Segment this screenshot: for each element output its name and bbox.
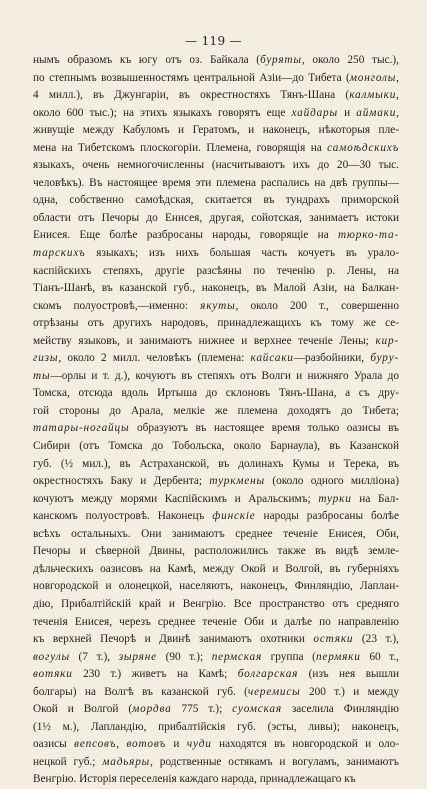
italic-term: тюрко-та- (338, 229, 399, 242)
text-line (33, 245, 399, 263)
text-run: мена на Тибетскомъ плоскогоріи. Племена, говорящія на (33, 141, 328, 154)
text-line (33, 561, 399, 579)
italic-term: пермская (211, 650, 263, 663)
italic-term: остяки (313, 633, 354, 646)
text-run: гой стороны до Арала, мелкіе же племена доходятъ до Тибета; (33, 404, 399, 417)
text-line (33, 420, 399, 438)
text-line (33, 614, 399, 632)
italic-term: вогулы (33, 650, 70, 663)
italic-term: туркмены (209, 475, 265, 488)
italic-term: вотяки (33, 668, 73, 681)
italic-term: татары-ногайцы (33, 422, 130, 435)
italic-term: тарскихъ (33, 247, 86, 260)
text-run: и (337, 106, 357, 119)
italic-term: финскіе (212, 510, 256, 523)
text-run: человѣкъ). Въ настоящее время эти племена распались на двѣ группы— (33, 176, 399, 189)
text-line (33, 631, 399, 649)
text-line (33, 473, 399, 491)
text-run: , около 250 тыс.), (301, 54, 399, 66)
text-run: (около одного милліона) (264, 475, 399, 488)
italic-term: болгарская (237, 668, 299, 681)
text-run: Томска, отсюда вдоль Иртыша до склоновъ Тянъ-Шана, а съ дру- (33, 387, 399, 400)
text-line (33, 754, 399, 772)
text-run: къ верхней Печорѣ и Двинѣ занимаютъ охотники (33, 633, 314, 646)
text-run: болгары) на Волгѣ въ казанской губ. ( (33, 685, 248, 698)
text-run: каспійскихъ степяхъ, другіе разсѣяны по теченію р. Лены, на (33, 264, 399, 277)
text-line (33, 684, 399, 702)
italic-term: черемисы (247, 685, 301, 698)
text-line (33, 649, 399, 667)
italic-term: буру- (370, 352, 399, 365)
italic-term: калмыки (349, 89, 397, 102)
text-line (33, 298, 399, 316)
text-run: , (116, 738, 127, 751)
text-run: —орлы и т. д.), кочуютъ въ степяхъ отъ Волги и нижняго Урала до (50, 369, 399, 382)
text-run: области отъ Печоры до Енисея, другая, сойотская, занимаетъ истоки (33, 211, 399, 224)
text-run: 60 т., (360, 650, 399, 663)
italic-term: мадьяры (102, 755, 151, 768)
text-line (33, 385, 399, 403)
italic-term: монголы (349, 71, 397, 84)
text-line (33, 87, 399, 105)
text-run: —разбойники, (293, 352, 371, 365)
text-line (33, 719, 399, 737)
text-run: и (166, 738, 187, 751)
italic-term: зыряне (118, 650, 157, 663)
text-run: заселила Финляндію (281, 703, 399, 716)
text-run: губ. (½ мил.), въ Астраханской, въ долинахъ Кумы и Терека, въ (33, 457, 399, 470)
text-run: 775 т.); (171, 703, 233, 716)
italic-term: ты (33, 369, 51, 382)
text-line (33, 578, 399, 596)
italic-term: гизы (33, 352, 59, 365)
text-line (33, 666, 399, 684)
italic-term: мордва (132, 703, 172, 716)
text-line (33, 526, 399, 544)
text-run: (изъ нея вышли (298, 668, 399, 681)
text-line (33, 350, 399, 368)
text-run: кочуютъ между морями Каспійскимъ и Аральскимъ; (33, 492, 319, 505)
text-line (33, 333, 399, 351)
text-run: новгородской и олонецкой, населяютъ, наконецъ, Финляндію, Лаплан- (33, 580, 399, 593)
text-run: Печоры и сѣверной Двины, расположились также въ видѣ земле- (33, 545, 399, 558)
italic-term: вепсовъ (74, 738, 117, 751)
text-run: языкахъ; изъ нихъ большая часть кочуетъ въ урало- (85, 247, 399, 260)
italic-term: хайдары (291, 106, 338, 119)
text-line (33, 140, 399, 158)
text-run: 4 милл.), въ Джунгаріи, въ окрестностяхъ Тянъ-Шана ( (33, 89, 350, 102)
text-line (33, 227, 399, 245)
text-run: окрестностяхъ Баку и Дербента; (33, 475, 210, 488)
text-run: Тіанъ-Шанѣ, въ казанской губ., наконецъ, въ Малой Азіи, на Балкан- (33, 282, 399, 295)
italic-term: суомская (232, 703, 282, 716)
page-number: — 119 — (185, 34, 242, 48)
text-run: на Бал- (351, 492, 399, 505)
text-line (33, 456, 399, 474)
text-run: Окой и Волгой ( (33, 703, 133, 716)
text-run: (1½ м.), Лапландію, прибалтійскія губ. (эсты, ливы); наконецъ, (33, 720, 399, 733)
text-run: нецкой губ.; (33, 755, 103, 768)
text-run: канскомъ полуостровѣ. Наконецъ (33, 510, 213, 523)
italic-term: турки (318, 492, 352, 505)
text-line (33, 105, 399, 123)
italic-term: аймаки (356, 106, 397, 119)
italic-term: самоѣдскихъ (327, 141, 399, 154)
text-run: , (396, 106, 399, 119)
page-text (33, 52, 399, 789)
text-run: языкахъ, очень немногочисленны (насчитываютъ ихъ до 20—30 тыс. (33, 159, 399, 172)
text-run: народы разбросаны болѣе (255, 510, 399, 523)
text-line (33, 491, 399, 509)
text-line (33, 315, 399, 333)
text-run: всѣхъ остальныхъ. Они занимаютъ среднее теченіе Енисея, Оби, (33, 527, 399, 540)
text-run: мейству языковъ, и занимаютъ нижнее и верхнее теченіе Лены; (33, 334, 376, 347)
text-run: (90 т.); (156, 650, 212, 663)
text-run: , родственные остякамъ и вогуламъ, занимаютъ (150, 755, 399, 768)
text-line (33, 175, 399, 193)
text-run: образуютъ въ настоящее время только оазисы въ (129, 422, 399, 435)
text-run: , около 200 т., совершенно (235, 299, 399, 312)
text-run: находятся въ новгородской и оло- (211, 738, 399, 751)
text-run: группа ( (262, 650, 316, 663)
text-run: нымъ образомъ къ югу отъ оз. Байкала ( (33, 54, 261, 66)
text-line (33, 543, 399, 561)
text-line (33, 438, 399, 456)
text-run: Венгрію. Исторія переселенія каждаго народа, принадлежащаго къ (33, 773, 356, 786)
text-run: 200 т.) и между (300, 685, 399, 698)
text-line (33, 157, 399, 175)
text-line (33, 701, 399, 719)
text-run: по степнымъ возвышенностямъ центральной Азіи—до Тибета ( (33, 71, 350, 84)
text-line (33, 403, 399, 421)
text-run: (7 т.), (69, 650, 119, 663)
text-run: дѣльческихъ оазисовъ на Камѣ, между Окой и Волгой, въ губерніяхъ (33, 562, 399, 575)
text-line (33, 596, 399, 614)
text-line (33, 52, 399, 70)
italic-term: чуди (186, 738, 212, 751)
text-run: Сибири (отъ Томска до Тобольска, около Барнаула), въ Казанской (33, 440, 399, 453)
text-line (33, 508, 399, 526)
text-run: , около 2 милл. человѣкъ (племена: (58, 352, 251, 365)
text-run: 230 т.) живетъ на Камѣ; (72, 668, 238, 681)
italic-term: буряты (260, 54, 302, 66)
italic-term: вотовъ (126, 738, 167, 751)
text-line (33, 280, 399, 298)
text-line (33, 368, 399, 386)
italic-term: кир- (375, 334, 399, 347)
text-run: отрѣзаны отъ другихъ народовъ, принадлежащихъ къ тому же се- (33, 317, 399, 330)
text-line (33, 70, 399, 88)
text-run: теченія Енисея, черезъ среднее теченіе Оби и далѣе по направленію (33, 615, 399, 628)
text-run: оазисы (33, 738, 75, 751)
text-run: дію, Прибалтійскій край и Венгрію. Все пространство отъ средняго (33, 597, 399, 610)
text-run: , (396, 89, 399, 102)
italic-term: якуты (200, 299, 236, 312)
italic-term: кайсаки (250, 352, 294, 365)
text-line (33, 263, 399, 281)
text-line (33, 771, 399, 789)
text-run: (23 т.), (353, 633, 399, 646)
italic-term: пермяки (315, 650, 361, 663)
text-line (33, 736, 399, 754)
text-run: Енисея. Еще болѣе разбросаны народы, говорящіе на (33, 229, 339, 242)
text-line (33, 210, 399, 228)
text-line (33, 122, 399, 140)
text-line (33, 192, 399, 210)
text-run: около 600 тыс.); на этихъ языкахъ говорятъ еще (33, 106, 292, 119)
text-run: одна, собственно самоѣдская, скитается въ тундрахъ приморской (33, 194, 399, 207)
text-run: , (396, 71, 399, 84)
text-run: живущіе между Кабуломъ и Гератомъ, и наконецъ, нѣкоторыя пле- (33, 124, 399, 137)
text-run: скомъ полуостровѣ,—именно: (33, 299, 201, 312)
